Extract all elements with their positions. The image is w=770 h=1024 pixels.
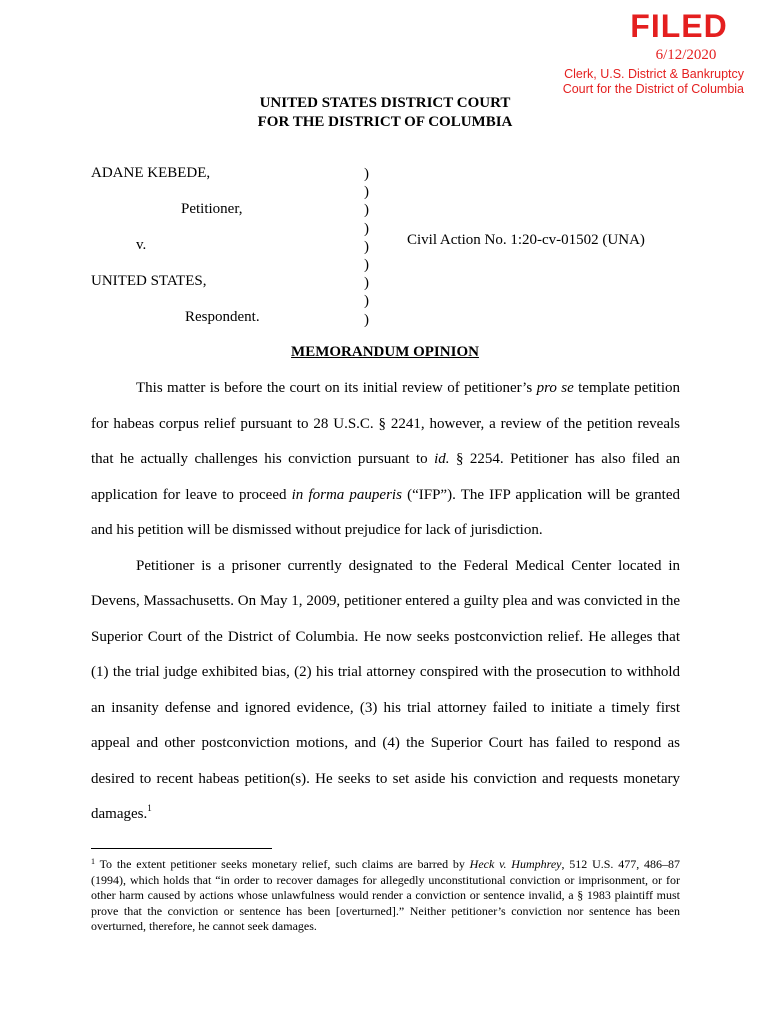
paren: ) [364, 184, 369, 201]
p1-text-a: This matter is before the court on its initial review of petitioner’s [136, 380, 537, 396]
case-number: Civil Action No. 1:20-cv-01502 (UNA) [407, 232, 645, 248]
stamp-clerk [560, 67, 770, 97]
footnote-number: 1 [91, 857, 95, 866]
opinion-body [91, 371, 680, 833]
paren: ) [364, 311, 369, 328]
court-line2: FOR THE DISTRICT OF COLUMBIA [257, 114, 513, 130]
paren: ) [364, 275, 369, 292]
stamp-date: 6/12/2020 [655, 47, 717, 63]
paragraph-2 [91, 549, 680, 833]
footnote-text-b: Heck v. Humphrey [469, 857, 562, 871]
footnote-1 [91, 857, 680, 935]
stamp-clerk-line1: Clerk, U.S. District & Bankruptcy [564, 67, 744, 81]
p1-text-d: id. [434, 451, 450, 467]
p1-text-c: template petition for habeas corpus relief pursuant to 28 U.S.C. § 2241, however, a review of the petition reveals that he actually challenges his conviction pursuant to [91, 380, 680, 467]
stamp-clerk-line2: Court for the District of Columbia [562, 82, 744, 96]
stamp-title: FILED [630, 8, 728, 44]
petitioner-role: Petitioner, [181, 201, 243, 217]
footnote-ref: 1 [147, 803, 152, 813]
paren: ) [364, 256, 369, 273]
footnote-text-a: To the extent petitioner seeks monetary relief, such claims are barred by [95, 857, 470, 871]
versus: v. [136, 237, 147, 253]
court-line1: UNITED STATES DISTRICT COURT [259, 95, 511, 111]
paren: ) [364, 220, 369, 237]
court-heading [0, 94, 770, 132]
petitioner-name: ADANE KEBEDE, [91, 165, 211, 181]
p1-text-g: (“IFP”). The IFP application will be granted and his petition will be dismissed without prejudice for lack of jurisdiction. [91, 486, 680, 538]
p1-text-f: in forma pauperis [291, 486, 402, 503]
paren: ) [364, 293, 369, 310]
paren: ) [364, 238, 369, 255]
p1-text-e: § 2254. Petitioner has also filed an application for leave to proceed [91, 451, 680, 503]
p1-text-b: pro se [536, 380, 574, 396]
footnote-divider [91, 848, 272, 849]
p2-text-a: Petitioner is a prisoner currently designated to the Federal Medical Center located in Devens, Massachusetts. On May 1, 2009, petitioner entered a guilty plea and was convicted in the Superior Court of the District of Columbia. He now seeks postconviction relief. He alleges that (1) the trial judge exhibited bias, (2) his trial attorney conspired with the prosecution to withhold an insanity defense and ignored evidence, (3) his trial attorney failed to initiate a timely first appeal and other postconviction motions, and (4) the Superior Court has failed to respond as desired to recent habeas petition(s). He seeks to set aside his conviction and requests monetary damages. [91, 557, 680, 822]
respondent-name: UNITED STATES, [91, 273, 207, 289]
respondent-role: Respondent. [185, 309, 260, 325]
footnote-text-c: , 512 U.S. 477, 486–87 (1994), which holds that “in order to recover damages for allegedly unconstitutional conviction or imprisonment, or for other harm caused by actions whose unlawfulness would render a conviction or sentence invalid, a § 1983 plaintiff must prove that the conviction or sentence has been [overturned].” Neither petitioner’s conviction nor sentence has been overturned, therefore, he cannot seek damages. [91, 857, 680, 933]
caption-parentheses [364, 165, 376, 329]
paren: ) [364, 202, 369, 219]
filed-stamp [560, 8, 770, 97]
memo-title: MEMORANDUM OPINION [291, 344, 479, 360]
paragraph-1 [91, 371, 680, 549]
paren: ) [364, 166, 369, 182]
